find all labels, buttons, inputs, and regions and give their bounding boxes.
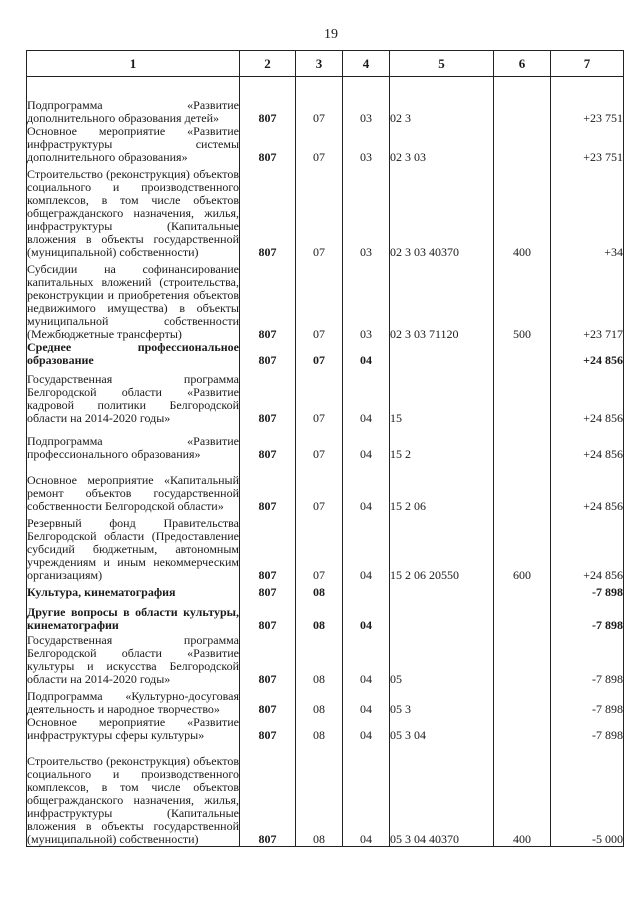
table-row <box>27 367 624 425</box>
cell-c3: 08 <box>296 716 343 742</box>
cell-description: Подпрограмма «Культурно-досуговая деятельность и народное творчество» <box>27 686 240 716</box>
column-header-3: 3 <box>296 51 343 77</box>
column-header-6: 6 <box>494 51 551 77</box>
budget-table <box>26 50 624 847</box>
cell-c6 <box>494 686 551 716</box>
cell-c5: 02 3 <box>390 77 494 126</box>
cell-c7: -7 898 <box>551 716 624 742</box>
cell-c6 <box>494 461 551 513</box>
cell-c3: 07 <box>296 341 343 367</box>
table-row <box>27 341 624 367</box>
cell-c7: -7 898 <box>551 632 624 686</box>
cell-c3: 07 <box>296 513 343 582</box>
cell-c4: 04 <box>343 686 390 716</box>
cell-c4: 04 <box>343 716 390 742</box>
cell-c3: 07 <box>296 125 343 164</box>
cell-c3: 08 <box>296 582 343 599</box>
cell-c6: 600 <box>494 513 551 582</box>
table-row <box>27 425 624 461</box>
cell-c3: 08 <box>296 742 343 846</box>
cell-c2: 807 <box>240 425 296 461</box>
table-row <box>27 164 624 259</box>
cell-c7: -7 898 <box>551 582 624 599</box>
cell-c2: 807 <box>240 164 296 259</box>
cell-c6 <box>494 582 551 599</box>
cell-c7: +34 <box>551 164 624 259</box>
cell-c6 <box>494 77 551 126</box>
cell-description: Субсидии на софинансирование капитальных вложений (строительства, реконструкции и приобретения объектов недвижимого имущества) в объекты муниципальной собственности (Межбюджетные трансферты) <box>27 259 240 341</box>
cell-c4: 04 <box>343 367 390 425</box>
cell-c2: 807 <box>240 367 296 425</box>
cell-c2: 807 <box>240 716 296 742</box>
cell-c5: 05 3 04 40370 <box>390 742 494 846</box>
cell-c5 <box>390 599 494 632</box>
cell-description: Строительство (реконструкция) объектов социального и производственного комплексов, в том числе объектов общегражданского назначения, жилья, инфраструктуры (Капитальные вложения в объекты государственной (муниципальной) собственности) <box>27 164 240 259</box>
cell-description: Резервный фонд Правительства Белгородской области (Предоставление субсидий бюджетным, автономным учреждениям и иным некоммерческим организациям) <box>27 513 240 582</box>
cell-c6: 400 <box>494 164 551 259</box>
column-header-4: 4 <box>343 51 390 77</box>
cell-c6 <box>494 341 551 367</box>
cell-c4 <box>343 582 390 599</box>
cell-c4: 03 <box>343 259 390 341</box>
cell-c7: +23 751 <box>551 77 624 126</box>
cell-c4: 04 <box>343 341 390 367</box>
cell-c7: -5 000 <box>551 742 624 846</box>
cell-c5: 05 3 04 <box>390 716 494 742</box>
cell-c5: 02 3 03 71120 <box>390 259 494 341</box>
cell-c4: 04 <box>343 599 390 632</box>
cell-c2: 807 <box>240 259 296 341</box>
cell-c3: 07 <box>296 461 343 513</box>
cell-c2: 807 <box>240 742 296 846</box>
cell-c3: 07 <box>296 77 343 126</box>
cell-c2: 807 <box>240 599 296 632</box>
cell-c5: 15 2 06 20550 <box>390 513 494 582</box>
cell-c2: 807 <box>240 461 296 513</box>
table-row <box>27 632 624 686</box>
cell-c4: 04 <box>343 461 390 513</box>
page-number: 19 <box>324 27 338 42</box>
cell-c2: 807 <box>240 513 296 582</box>
cell-c6 <box>494 125 551 164</box>
cell-c7: -7 898 <box>551 686 624 716</box>
cell-c7: +23 751 <box>551 125 624 164</box>
cell-c2: 807 <box>240 77 296 126</box>
cell-c6 <box>494 599 551 632</box>
column-header-2: 2 <box>240 51 296 77</box>
cell-c6: 500 <box>494 259 551 341</box>
cell-c2: 807 <box>240 125 296 164</box>
column-header-5: 5 <box>390 51 494 77</box>
table-row <box>27 686 624 716</box>
cell-c6 <box>494 425 551 461</box>
cell-description: Культура, кинематография <box>27 582 240 599</box>
column-header-7: 7 <box>551 51 624 77</box>
cell-c4: 04 <box>343 632 390 686</box>
cell-c5: 05 3 <box>390 686 494 716</box>
table-row <box>27 125 624 164</box>
cell-c5 <box>390 582 494 599</box>
cell-c7: -7 898 <box>551 599 624 632</box>
cell-c6 <box>494 632 551 686</box>
table-row <box>27 461 624 513</box>
table-row <box>27 716 624 742</box>
cell-description: Основное мероприятие «Капитальный ремонт объектов государственной собственности Белгородской области» <box>27 461 240 513</box>
cell-c7: +24 856 <box>551 367 624 425</box>
cell-c4: 03 <box>343 125 390 164</box>
cell-c3: 08 <box>296 632 343 686</box>
cell-c2: 807 <box>240 582 296 599</box>
cell-c2: 807 <box>240 341 296 367</box>
table-row <box>27 582 624 599</box>
cell-description: Основное мероприятие «Развитие инфраструктуры сферы культуры» <box>27 715 239 742</box>
cell-c3: 08 <box>296 686 343 716</box>
cell-c7: +24 856 <box>551 461 624 513</box>
cell-c4: 04 <box>343 425 390 461</box>
cell-c5 <box>390 341 494 367</box>
cell-description: Подпрограмма «Развитие профессионального образования» <box>27 425 240 461</box>
header-row <box>27 51 624 77</box>
cell-description: Основное мероприятие «Развитие инфраструктуры системы дополнительного образования» <box>27 124 239 164</box>
cell-c5: 15 <box>390 367 494 425</box>
cell-c3: 08 <box>296 599 343 632</box>
table-row <box>27 513 624 582</box>
table-row <box>27 599 624 632</box>
cell-c7: +23 717 <box>551 259 624 341</box>
cell-c7: +24 856 <box>551 425 624 461</box>
cell-c4: 03 <box>343 77 390 126</box>
table-row <box>27 742 624 846</box>
cell-c4: 04 <box>343 513 390 582</box>
cell-description: Другие вопросы в области культуры, кинематографии <box>27 599 240 632</box>
cell-c6: 400 <box>494 742 551 846</box>
column-header-1: 1 <box>27 51 240 77</box>
cell-c5: 05 <box>390 632 494 686</box>
cell-description: Подпрограмма «Развитие дополнительного образования детей» <box>27 77 240 126</box>
cell-description: Государственная программа Белгородской области «Развитие культуры и искусства Белгородской области на 2014-2020 годы» <box>27 633 239 686</box>
cell-description: Строительство (реконструкция) объектов социального и производственного комплексов, в том числе объектов общегражданского назначения, жилья, инфраструктуры (Капитальные вложения в объекты государственной (муниципальной) собственности) <box>27 742 240 846</box>
cell-c4: 03 <box>343 164 390 259</box>
cell-c4: 04 <box>343 742 390 846</box>
cell-c6 <box>494 716 551 742</box>
cell-c2: 807 <box>240 686 296 716</box>
cell-description: Среднее профессиональное образование <box>27 340 239 367</box>
cell-c3: 07 <box>296 425 343 461</box>
cell-c3: 07 <box>296 259 343 341</box>
cell-c5: 15 2 06 <box>390 461 494 513</box>
cell-c5: 02 3 03 40370 <box>390 164 494 259</box>
cell-c7: +24 856 <box>551 513 624 582</box>
cell-c7: +24 856 <box>551 341 624 367</box>
cell-c6 <box>494 367 551 425</box>
table-row <box>27 77 624 126</box>
table-row <box>27 259 624 341</box>
cell-c3: 07 <box>296 367 343 425</box>
cell-c2: 807 <box>240 632 296 686</box>
cell-c5: 15 2 <box>390 425 494 461</box>
cell-c3: 07 <box>296 164 343 259</box>
cell-c5: 02 3 03 <box>390 125 494 164</box>
cell-description: Государственная программа Белгородской области «Развитие кадровой политики Белгородской области на 2014-2020 годы» <box>27 367 240 425</box>
